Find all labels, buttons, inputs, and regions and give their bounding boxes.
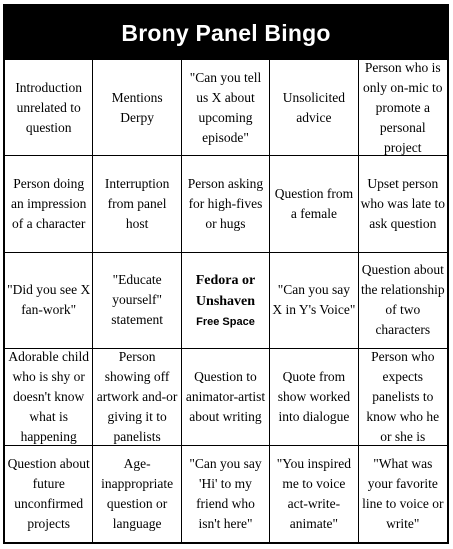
bingo-cell-r2c5: Upset person who was late to ask question — [359, 156, 447, 252]
bingo-cell-r4c3: Question to animator-artist about writing — [182, 349, 270, 445]
free-space — [184, 270, 267, 330]
bingo-cell-r4c5: Person who expects panelists to know who he or she is — [359, 349, 447, 445]
free-space-title: Fedora or Unshaven — [195, 273, 256, 310]
bingo-cell-r3c4: "Can you say X in Y's Voice" — [270, 253, 358, 349]
bingo-card — [3, 4, 449, 544]
bingo-cell-r1c2: Mentions Derpy — [93, 60, 181, 156]
bingo-cell-r2c1: Person doing an impression of a character — [5, 156, 93, 252]
bingo-cell-r5c2: Age-inappropriate question or language — [93, 446, 181, 542]
bingo-cell-r1c1: Introduction unrelated to question — [5, 60, 93, 156]
bingo-cell-r1c3: "Can you tell us X about upcoming episode" — [182, 60, 270, 156]
bingo-cell-r4c2: Person showing off artwork and-or giving it to panelists — [93, 349, 181, 445]
bingo-cell-r5c4: "You inspired me to voice act-write-animate" — [270, 446, 358, 542]
bingo-cell-r4c4: Quote from show worked into dialogue — [270, 349, 358, 445]
bingo-cell-free-space — [182, 253, 270, 349]
bingo-cell-r5c3: "Can you say 'Hi' to my friend who isn't here" — [182, 446, 270, 542]
bingo-cell-r3c5: Question about the relationship of two characters — [359, 253, 447, 349]
bingo-cell-r5c1: Question about future unconfirmed projects — [5, 446, 93, 542]
bingo-cell-r1c5: Person who is only on-mic to promote a personal project — [359, 60, 447, 156]
bingo-cell-r4c1: Adorable child who is shy or doesn't know what is happening — [5, 349, 93, 445]
bingo-title: Brony Panel Bingo — [5, 6, 447, 60]
free-space-label: Free Space — [196, 316, 255, 329]
bingo-cell-r2c2: Interruption from panel host — [93, 156, 181, 252]
bingo-grid — [5, 60, 447, 542]
bingo-cell-r3c1: "Did you see X fan-work" — [5, 253, 93, 349]
bingo-cell-r5c5: "What was your favorite line to voice or write" — [362, 455, 444, 531]
bingo-cell-r2c3: Person asking for high-fives or hugs — [182, 156, 270, 252]
bingo-cell-r1c4: Unsolicited advice — [270, 60, 358, 156]
bingo-cell-r2c4: Question from a female — [270, 156, 358, 252]
bingo-cell-r3c2: "Educate yourself" statement — [93, 253, 181, 349]
